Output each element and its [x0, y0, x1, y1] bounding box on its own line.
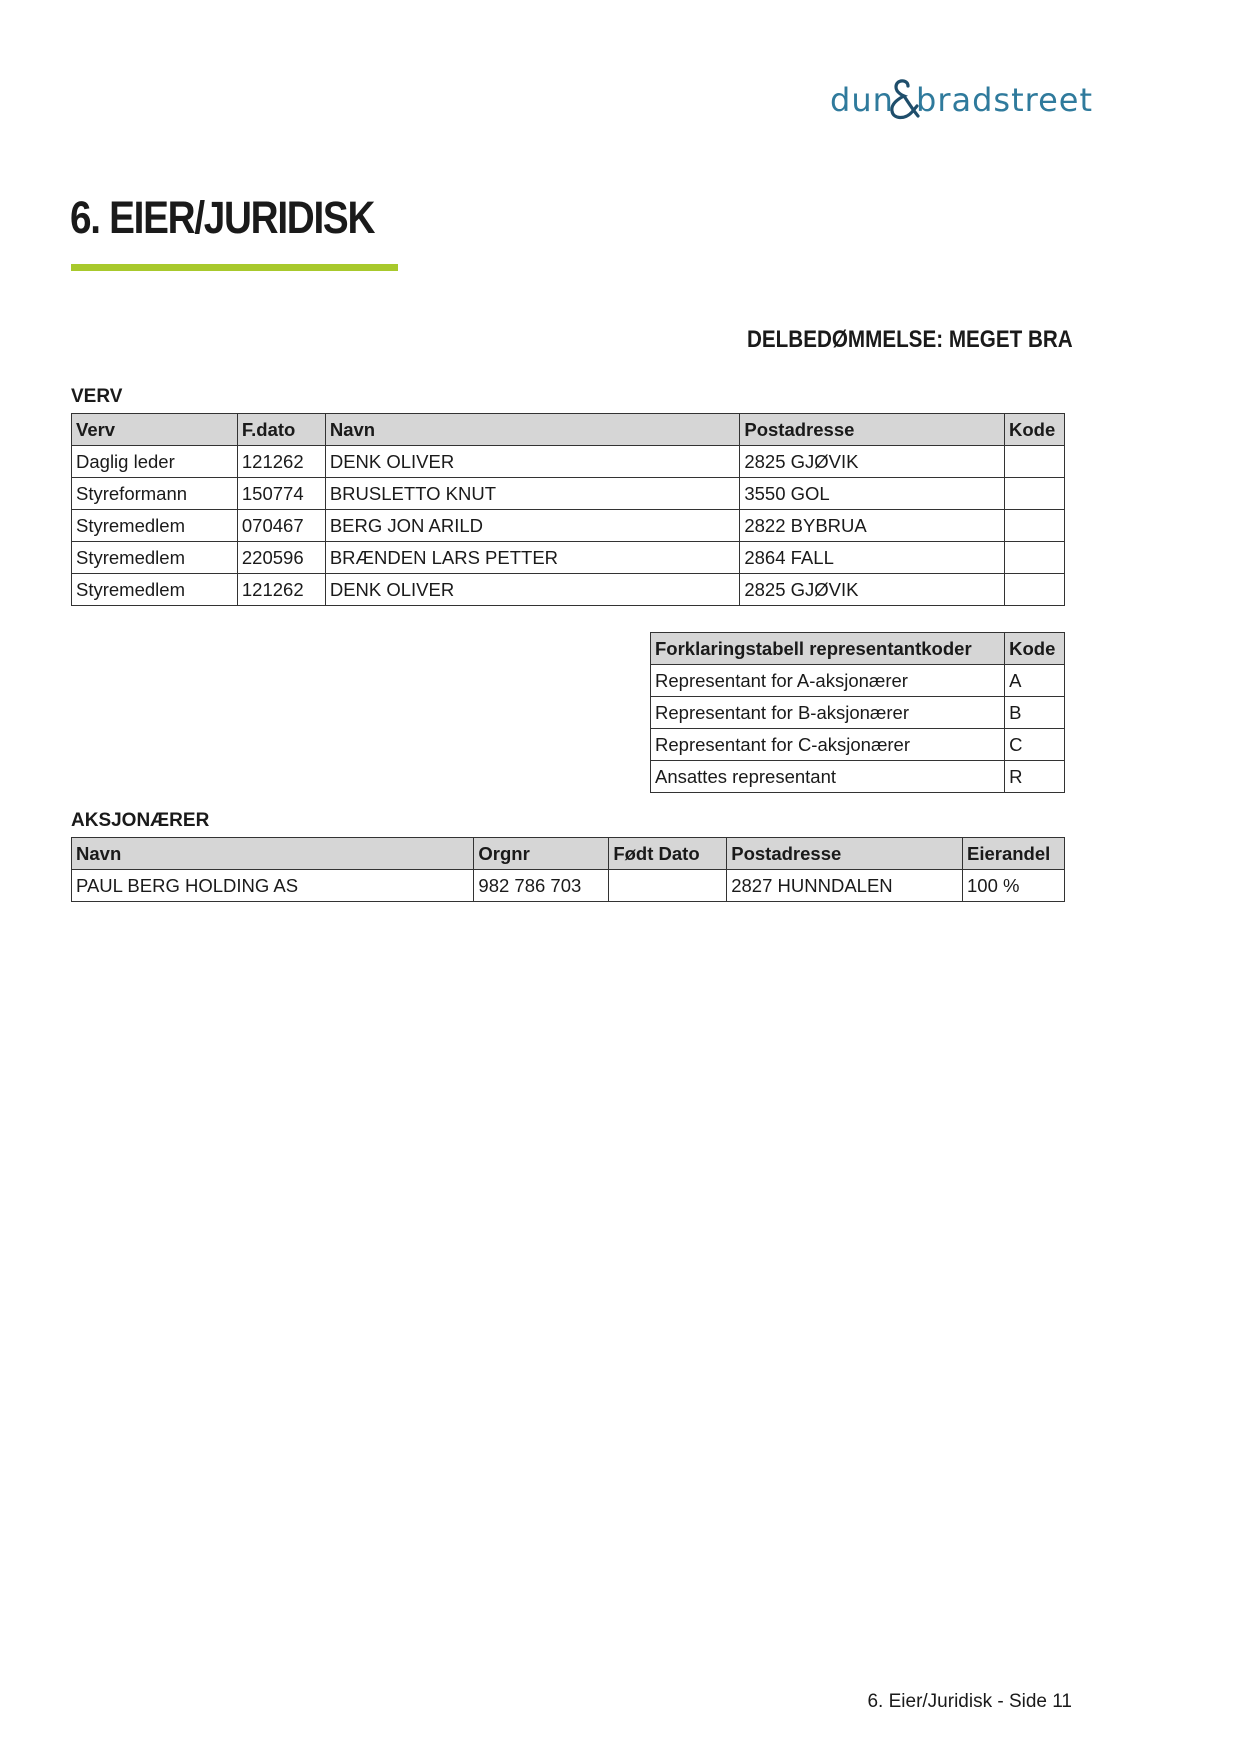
page-footer: 6. Eier/Juridisk - Side 11	[867, 1691, 1072, 1712]
table-cell	[1005, 478, 1065, 510]
rating-heading: DELBEDØMMELSE: MEGET BRA	[747, 326, 1073, 353]
table-cell: 121262	[237, 574, 325, 606]
table-cell	[1005, 510, 1065, 542]
table-cell: BERG JON ARILD	[325, 510, 740, 542]
table-cell: Styremedlem	[72, 510, 238, 542]
verv-section-label: VERV	[71, 386, 123, 407]
title-underline	[71, 264, 398, 271]
table-cell	[1005, 574, 1065, 606]
table-cell: Styremedlem	[72, 542, 238, 574]
column-header: Født Dato	[609, 838, 727, 870]
table-row	[72, 446, 1065, 478]
table-cell: C	[1005, 729, 1065, 761]
table-row	[72, 542, 1065, 574]
table-cell: Representant for A-aksjonærer	[651, 665, 1005, 697]
logo-text-bradstreet: bradstreet	[916, 81, 1093, 119]
table-row	[72, 478, 1065, 510]
table-cell: 220596	[237, 542, 325, 574]
column-header: Kode	[1005, 633, 1065, 665]
column-header: Forklaringstabell representantkoder	[651, 633, 1005, 665]
table-cell: 2825 GJØVIK	[740, 446, 1005, 478]
column-header: Postadresse	[727, 838, 963, 870]
column-header: Postadresse	[740, 414, 1005, 446]
table-cell: Styreformann	[72, 478, 238, 510]
column-header: Navn	[325, 414, 740, 446]
column-header: Verv	[72, 414, 238, 446]
column-header: Kode	[1005, 414, 1065, 446]
aksjonaerer-section-label: AKSJONÆRER	[71, 810, 210, 831]
table-cell: Representant for C-aksjonærer	[651, 729, 1005, 761]
representative-codes-table	[650, 632, 1065, 793]
table-cell: Ansattes representant	[651, 761, 1005, 793]
column-header: Eierandel	[963, 838, 1065, 870]
table-cell: Representant for B-aksjonærer	[651, 697, 1005, 729]
table-row	[72, 870, 1065, 902]
table-cell: BRÆNDEN LARS PETTER	[325, 542, 740, 574]
table-cell: 982 786 703	[474, 870, 609, 902]
logo-text-dun: dun	[830, 81, 894, 119]
table-cell: 3550 GOL	[740, 478, 1005, 510]
table-cell: 100 %	[963, 870, 1065, 902]
table-cell: 121262	[237, 446, 325, 478]
table-row	[651, 761, 1065, 793]
table-cell: BRUSLETTO KNUT	[325, 478, 740, 510]
table-cell	[1005, 446, 1065, 478]
table-cell: B	[1005, 697, 1065, 729]
table-row	[651, 665, 1065, 697]
table-cell: PAUL BERG HOLDING AS	[72, 870, 474, 902]
table-cell: Daglig leder	[72, 446, 238, 478]
table-header-row	[651, 633, 1065, 665]
table-header-row	[72, 414, 1065, 446]
table-row	[72, 574, 1065, 606]
dun-bradstreet-logo	[830, 80, 1093, 120]
table-cell: R	[1005, 761, 1065, 793]
table-cell: DENK OLIVER	[325, 446, 740, 478]
column-header: F.dato	[237, 414, 325, 446]
table-cell: A	[1005, 665, 1065, 697]
aksjonaerer-table	[71, 837, 1065, 902]
column-header: Orgnr	[474, 838, 609, 870]
table-cell: 2825 GJØVIK	[740, 574, 1005, 606]
table-cell: DENK OLIVER	[325, 574, 740, 606]
verv-table	[71, 413, 1065, 606]
table-header-row	[72, 838, 1065, 870]
table-cell: 070467	[237, 510, 325, 542]
table-row	[651, 729, 1065, 761]
table-cell: 2822 BYBRUA	[740, 510, 1005, 542]
table-row	[72, 510, 1065, 542]
table-cell	[609, 870, 727, 902]
ampersand-logo-icon	[886, 76, 920, 122]
table-cell: 150774	[237, 478, 325, 510]
table-row	[651, 697, 1065, 729]
table-cell	[1005, 542, 1065, 574]
column-header: Navn	[72, 838, 474, 870]
table-cell: 2827 HUNNDALEN	[727, 870, 963, 902]
table-cell: 2864 FALL	[740, 542, 1005, 574]
table-cell: Styremedlem	[72, 574, 238, 606]
page-title: 6. EIER/JURIDISK	[70, 192, 375, 243]
